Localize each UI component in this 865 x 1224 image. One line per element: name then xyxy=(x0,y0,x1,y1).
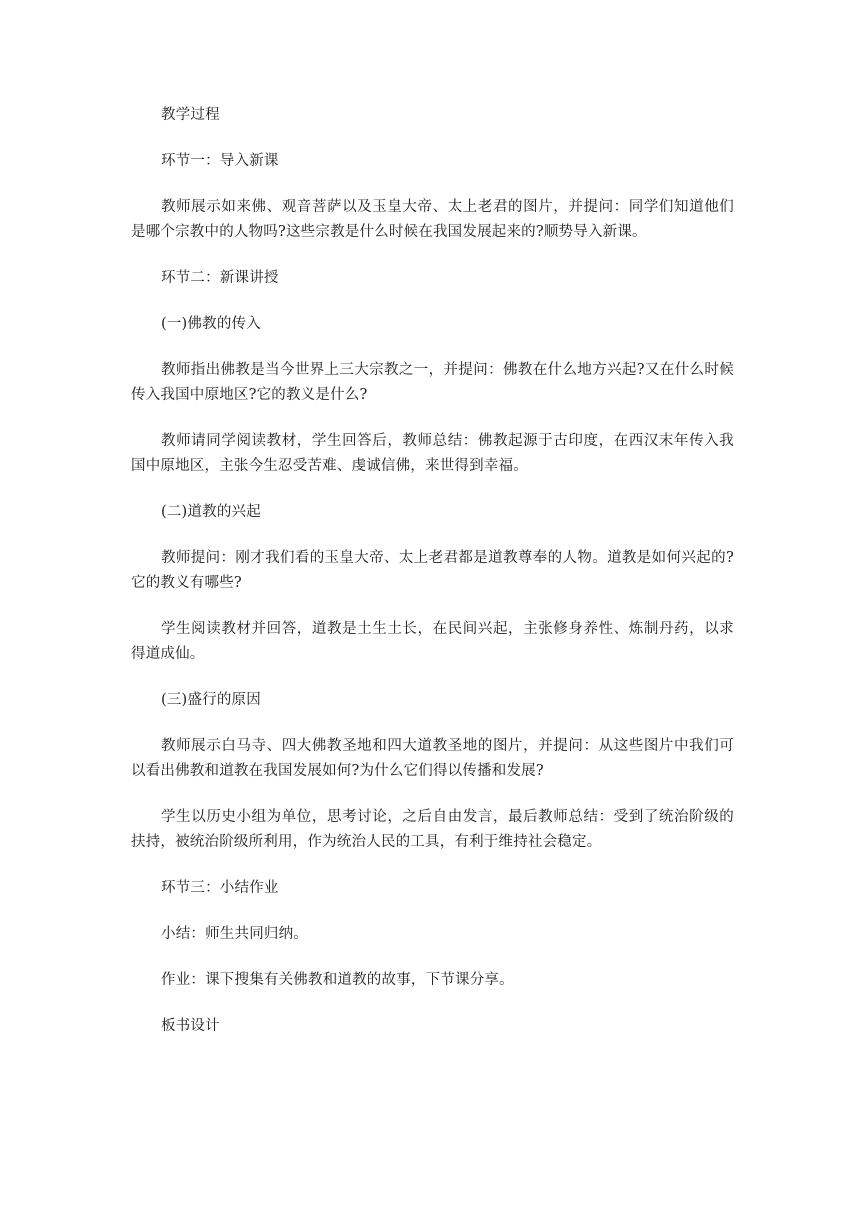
paragraph-buddhism-summary: 教师请同学阅读教材，学生回答后，教师总结：佛教起源于古印度，在西汉末年传入我国中原地区，主张今生忍受苦难、虔诚信佛，来世得到幸福。 xyxy=(131,433,734,474)
document-body xyxy=(131,103,734,1039)
paragraph-taoism-question: 教师提问：刚才我们看的玉皇大帝、太上老君都是道教尊奉的人物。道教是如何兴起的?它的教义有哪些? xyxy=(131,550,734,591)
paragraph-summary: 小结：师生共同归纳。 xyxy=(161,926,308,942)
paragraph-homework: 作业：课下搜集有关佛教和道教的故事，下节课分享。 xyxy=(161,972,514,988)
paragraph-buddhism-question: 教师指出佛教是当今世界上三大宗教之一，并提问：佛教在什么地方兴起?又在什么时候传入我国中原地区?它的教义是什么? xyxy=(131,362,734,403)
heading-board-design: 板书设计 xyxy=(161,1018,220,1034)
subheading-reasons: (三)盛行的原因 xyxy=(161,692,261,708)
paragraph-reasons-summary: 学生以历史小组为单位，思考讨论，之后自由发言，最后教师总结：受到了统治阶级的扶持，被统治阶级所利用，作为统治人民的工具，有利于维持社会稳定。 xyxy=(131,809,734,850)
paragraph-reasons-question: 教师展示白马寺、四大佛教圣地和四大道教圣地的图片，并提问：从这些图片中我们可以看出佛教和道教在我国发展如何?为什么它们得以传播和发展? xyxy=(131,738,734,779)
subheading-buddhism: (一)佛教的传入 xyxy=(161,316,261,332)
paragraph-taoism-answer: 学生阅读教材并回答，道教是土生土长，在民间兴起，主张修身养性、炼制丹药，以求得道成仙。 xyxy=(131,621,734,662)
heading-stage-two: 环节二：新课讲授 xyxy=(161,270,279,286)
subheading-taoism: (二)道教的兴起 xyxy=(161,504,261,520)
heading-stage-one: 环节一：导入新课 xyxy=(161,153,279,169)
paragraph-intro: 教师展示如来佛、观音菩萨以及玉皇大帝、太上老君的图片，并提问：同学们知道他们是哪个宗教中的人物吗?这些宗教是什么时候在我国发展起来的?顺势导入新课。 xyxy=(131,199,734,240)
heading-teaching-process: 教学过程 xyxy=(161,107,220,123)
heading-stage-three: 环节三：小结作业 xyxy=(161,880,279,896)
